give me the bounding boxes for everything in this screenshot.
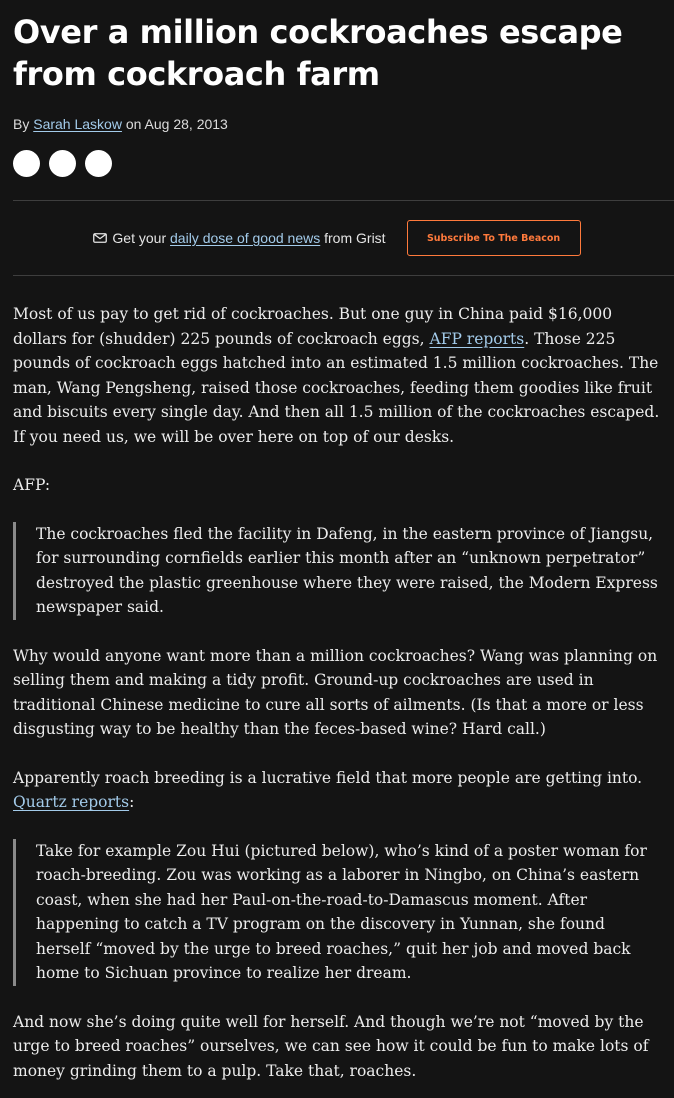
blockquote-2 (13, 839, 661, 986)
share-buttons (13, 150, 661, 177)
blockquote-2-text: Take for example Zou Hui (pictured below), who’s kind of a poster woman for roach-breeding. Zou was working as a laborer in Ningbo, on China’s eastern coast, when she had her Paul-on-the-road-to-Damascus moment. After happening to catch a TV program on the discovery in Yunnan, she found herself “moved by the urge to breed roaches,” quit her job and moved back home to Sichuan province to realize her dream. (36, 841, 647, 982)
newsletter-text-before: Get your (112, 230, 167, 246)
afp-reports-link[interactable]: AFP reports (429, 329, 525, 348)
paragraph-3: Why would anyone want more than a million cockroaches? Wang was planning on selling them and making a tidy profit. Ground-up cockroaches are used in traditional Chinese medicine to cure all sorts of ailments. (Is that a more or less disgusting way to be healthy than the feces-based wine? Hard call.) (13, 646, 658, 738)
paragraph-1-text-a: Most of us pay to get rid of cockroaches. But one guy in China paid $16,000 dollars for (shudder) 225 pounds of cockroach eggs, (13, 305, 613, 348)
newsletter-text-after: from Grist (324, 230, 386, 246)
newsletter-link[interactable]: daily dose of good news (170, 230, 321, 246)
blockquote-1-text: The cockroaches fled the facility in Dafeng, in the eastern province of Jiangsu, for surrounding cornfields earlier this month after an “unknown perpetrator” destroyed the plastic greenhouse where they were raised, the Modern Express newspaper said. (36, 524, 658, 616)
blockquote-1 (13, 522, 661, 620)
newsletter-banner (13, 201, 661, 275)
article-title: Over a million cockroaches escape from cockroach farm (13, 13, 623, 93)
paragraph-1 (13, 302, 661, 449)
paragraph-1-text-b: . Those 225 pounds of cockroach eggs hatched into an estimated 1.5 million cockroaches. The man, Wang Pengsheng, raised those cockroaches, feeding them goodies like fruit and biscuits every single day. And then all 1.5 million of the cockroaches escaped. If you need us, we will be over here on top of our desks. (13, 329, 660, 446)
publish-date: Aug 28, 2013 (144, 116, 228, 132)
paragraph-4-text-b: : (129, 793, 135, 811)
divider-bottom (13, 275, 674, 276)
article-body (13, 302, 661, 1083)
byline (13, 115, 661, 133)
paragraph-4 (13, 766, 661, 815)
author-link[interactable]: Sarah Laskow (33, 116, 122, 132)
byline-prefix: By (13, 116, 34, 132)
date-prefix: on (121, 116, 145, 132)
paragraph-2: AFP: (13, 476, 51, 494)
paragraph-4-text-a: Apparently roach breeding is a lucrative field that more people are getting into. (13, 768, 643, 787)
share-button-3[interactable] (85, 150, 112, 177)
subscribe-button[interactable]: Subscribe To The Beacon (407, 220, 581, 256)
quartz-reports-link[interactable]: Quartz reports (13, 793, 130, 811)
share-button-1[interactable] (13, 150, 40, 177)
share-button-2[interactable] (49, 150, 76, 177)
envelope-icon (93, 233, 107, 243)
newsletter-text (93, 230, 385, 246)
paragraph-5: And now she’s doing quite well for herself. And though we’re not “moved by the urge to breed roaches” ourselves, we can see how it could be fun to make lots of money grinding them to a pulp. Take that, roaches. (13, 1012, 649, 1080)
